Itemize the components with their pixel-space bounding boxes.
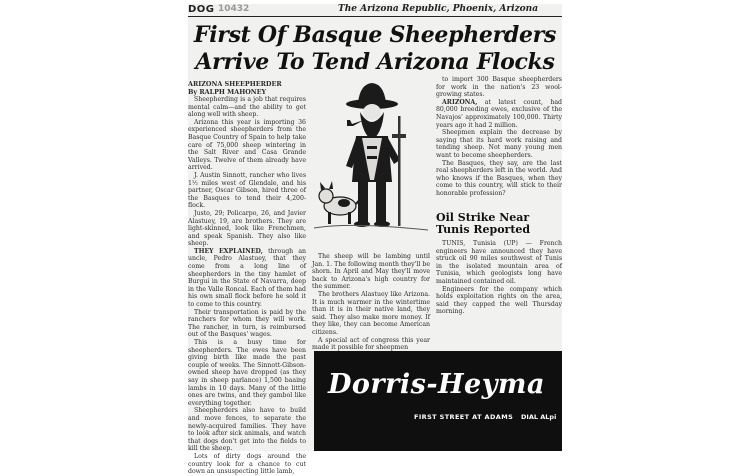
- article-paragraph: Sheepmen explain the decrease by saying that its hard work raising and tending sheep. Not many young men want to become sheepherders.: [436, 129, 562, 159]
- advertisement-phone: DIAL ALpi: [521, 413, 557, 421]
- sidebar-story-headline: Oil Strike Near Tunis Reported: [436, 211, 531, 236]
- article-paragraph: Arizona this year is importing 36 experienced sheepherders from the Basque Country of Spain to help take care of 75,000 sheep wintering in the Salt River and Casa Grande Valleys. Twelve of them already have arrived.: [188, 118, 306, 172]
- article-lead-in: THEY EXPLAINED,: [194, 247, 263, 255]
- article-paragraph: The Basques, they say, are the last real sheepherders left in the world. And who knows if the Basques, when they come to this country, will stick to their honorable profession?: [436, 159, 562, 197]
- sidebar-story-body: [436, 240, 562, 348]
- article-paragraph: to import 300 Basque sheepherders for work in the nation's 23 wool-growing states.: [436, 76, 562, 99]
- advertisement: [314, 351, 562, 451]
- sidebar-paragraph: TUNIS, Tunisia (UP) — French engineers have announced they have struck oil 90 miles southwest of Tunis in the isolated mountain area of Tunisia, which geologists long have maintained contained oil.: [436, 240, 562, 285]
- article-paragraph: A special act of congress this year made it possible for sheepmen: [312, 336, 430, 352]
- article-paragraph: Their transportation is paid by the ranchers for whom they will work. The rancher, in turn, is reimbursed out of the Basques' wages.: [188, 308, 306, 339]
- clipping-slug-number: 10432: [218, 4, 250, 14]
- article-paragraph: Justo, 29; Policarpo, 26, and Javier Alastuey, 19, are brothers. They are light-skinned, look like Frenchmen, and speak Spanish. They also like sheep.: [188, 209, 306, 248]
- article-byline: By RALPH MAHONEY: [188, 88, 267, 96]
- article-column-2: [312, 253, 430, 352]
- article-paragraph: Sheepherding is a job that requires mental calm—and the ability to get along well with sheep.: [188, 96, 306, 119]
- article-paragraph: J. Austin Sinnott, rancher who lives 1½ miles west of Glendale, and his partner, Oscar Gibson, hired three of the Basques to tend their 4,200-flock.: [188, 171, 306, 210]
- clipping-slug: DOG: [188, 4, 215, 15]
- advertisement-address: FIRST STREET AT ADAMS: [414, 413, 514, 421]
- article-column-1: [188, 80, 307, 476]
- advertisement-name: Dorris-Heyma: [328, 369, 545, 400]
- article-paragraph: THEY EXPLAINED, through an uncle, Pedro Alastuey, that they come from a long line of sheepherders in the tiny hamlet of Burguí in the State of Navarra, deep in the Valle Roncal. Each of them had his own small flock before he sold it to come to this country.: [188, 247, 307, 309]
- article-paragraph: ARIZONA, at latest count, had 80,000 breeding ewes, exclusive of the Navajos' approximately 100,000. Thirty years ago it had 2 million.: [436, 98, 562, 129]
- article-paragraph: The brothers Alastuey like Arizona. It is much warmer in the wintertime than it is in their native land, they said. They also make more money. If they like, they can become American citizens.: [312, 290, 430, 336]
- sheepherder-illustration: [312, 76, 430, 250]
- article-paragraph: Sheepherders also have to build and move fences, to separate the newly-acquired families. They have to look after sick animals, and watch that dogs don't get into the fields to kill the sheep.: [188, 407, 306, 453]
- headline-line-1: First Of Basque Sheepherders: [193, 22, 557, 48]
- article-paragraph: This is a busy time for sheepherders. The ewes have been giving birth like made the past couple of weeks. The Sinnott-Gibson-owned sheep have dropped (as they say in sheep parlance) 1,500 baaing lambs in 10 days. Many of the little ones are twins, and they gambol like everything together.: [188, 339, 306, 407]
- article-kicker: ARIZONA SHEEPHERDER: [188, 80, 282, 88]
- newspaper-clipping: [188, 4, 562, 476]
- sidebar-paragraph: Engineers for the company which holds exploitation rights on the area, said they capped the well Thursday morning.: [436, 285, 562, 316]
- headline-line-2: Arrive To Tend Arizona Flocks: [195, 49, 555, 75]
- article-paragraph: Lots of dirty dogs around the country look for a chance to cut down an unsuspecting little lamb,: [188, 452, 306, 476]
- article-paragraph: The sheep will be lambing until Jan. 1. The following month they'll be shorn. In April and May they'll move back to Arizona's high country for the summer.: [312, 253, 430, 291]
- article-column-3: [436, 76, 562, 211]
- masthead: The Arizona Republic, Phoenix, Arizona: [338, 4, 539, 14]
- article-lead-in: ARIZONA,: [442, 98, 478, 106]
- masthead-rule: [188, 16, 562, 17]
